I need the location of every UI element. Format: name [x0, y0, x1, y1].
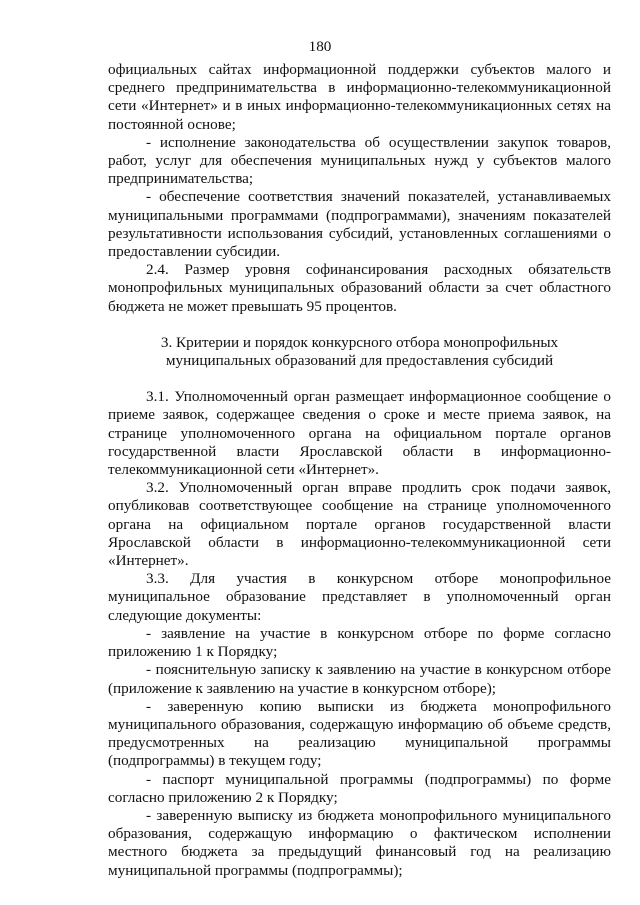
list-item-program-passport: - паспорт муниципальной программы (подпрограммы) по форме согласно приложению 2 к Порядку;: [108, 770, 611, 806]
document-body: [108, 61, 611, 880]
paragraph-3-2: 3.2. Уполномоченный орган вправе продлить срок подачи заявок, опубликовав соответствующее сообщение на странице уполномоченного органа на официальном портале органов государственной власти Ярославской области в информационно-телекоммуникационной сети «Интернет».: [108, 479, 611, 570]
section-heading-3: 3. Критерии и порядок конкурсного отбора монопрофильных муниципальных образований для предоставления субсидий: [160, 333, 559, 370]
paragraph-3-3: 3.3. Для участия в конкурсном отборе монопрофильное муниципальное образование представляет в уполномоченный орган следующие документы:: [108, 570, 611, 624]
list-item-procurement: - исполнение законодательства об осуществлении закупок товаров, работ, услуг для обеспечения муниципальных нужд у субъектов малого предпринимательства;: [108, 133, 611, 188]
page-number: 180: [308, 38, 332, 55]
list-item-indicators: - обеспечение соответствия значений показателей, устанавливаемых муниципальными программами (подпрограммами), значениям показателей результативности использования субсидий, установленных соглашениями о предоставлении субсидии.: [108, 188, 611, 261]
paragraph-3-1: 3.1. Уполномоченный орган размещает информационное сообщение о приеме заявок, содержащее сведения о сроке и месте приема заявок, на странице уполномоченного органа на официальном портале органов государственной власти Ярославской области в информационно-телекоммуникационной сети «Интернет».: [108, 388, 611, 479]
list-item-explanatory-note: - пояснительную записку к заявлению на участие в конкурсном отборе (приложение к заявлению на участие в конкурсном отборе);: [108, 661, 611, 697]
paragraph-2-4: 2.4. Размер уровня софинансирования расходных обязательств монопрофильных муниципальных образований области за счет областного бюджета не может превышать 95 процентов.: [108, 261, 611, 315]
paragraph-continuation: официальных сайтах информационной поддержки субъектов малого и среднего предпринимательства в информационно-телекоммуникационной сети «Интернет» и в иных информационно-телекоммуникационных сетях на постоянной основе;: [108, 61, 611, 133]
list-item-application: - заявление на участие в конкурсном отборе по форме согласно приложению 1 к Порядку;: [108, 624, 611, 661]
list-item-budget-execution-extract: - заверенную выписку из бюджета монопрофильного муниципального образования, содержащую информацию о фактическом исполнении местного бюджета за предыдущий финансовый год на реализацию муниципальной программы (подпрограммы);: [108, 806, 611, 879]
list-item-budget-extract-copy: - заверенную копию выписки из бюджета монопрофильного муниципального образования, содержащую информацию об объеме средств, предусмотренных на реализацию муниципальной программы (подпрограммы) в текущем году;: [108, 697, 611, 770]
